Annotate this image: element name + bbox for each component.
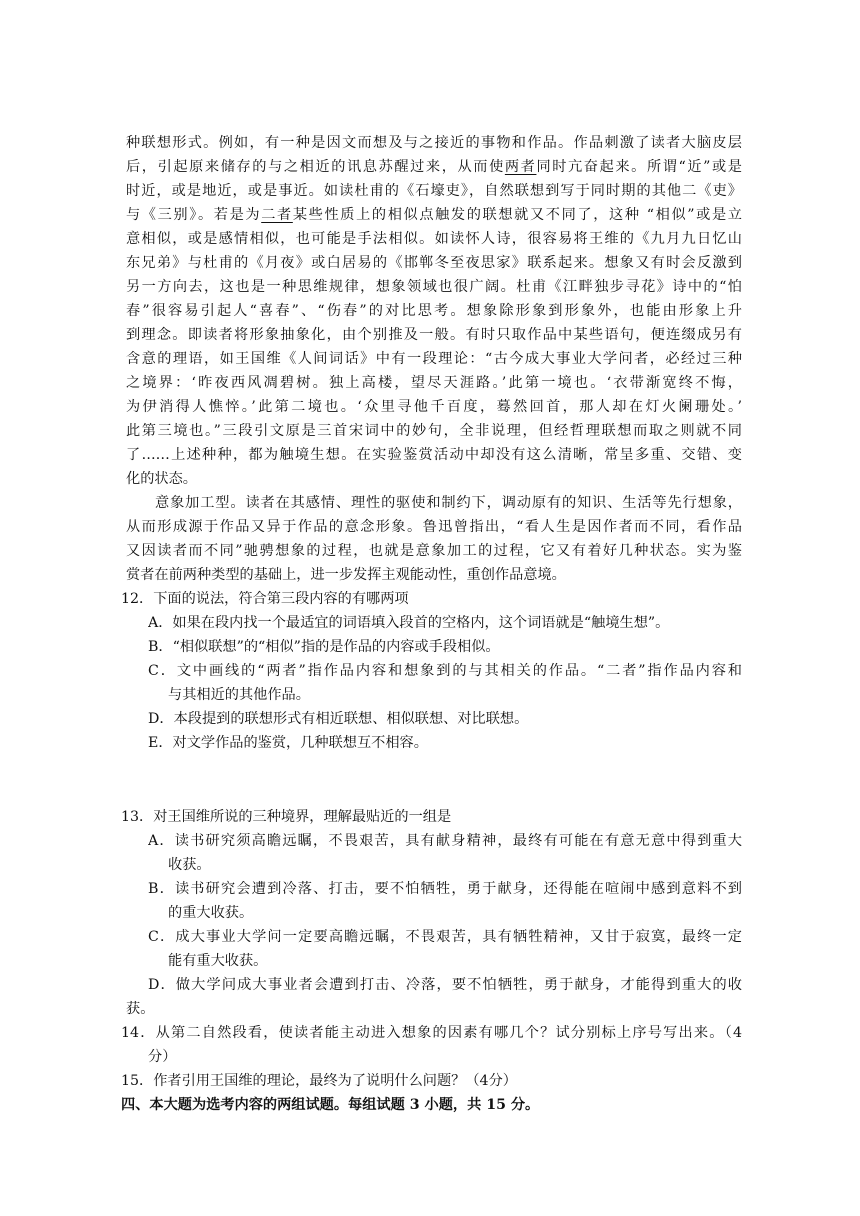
text-line: 意相似，或是感情相似，也可能是手法相似。如读怀人诗，很容易将王维的《九月九日忆山 (126, 231, 742, 247)
text-line: 种联想形式。例如，有一种是因文而想及与之接近的事物和作品。作品刺激了读者大脑皮层 (126, 135, 742, 151)
section-4-heading: 四、本大题为选考内容的两组试题。每组试题 3 小题，共 15 分。 (121, 1097, 540, 1113)
question-stem-continued: 分） (148, 1049, 177, 1065)
option-c: C．成大事业大学问一定要高瞻远瞩，不畏艰苦，具有牺牲精神，又甘于寂寞，最终一定 (148, 929, 742, 945)
question-stem: 12．下面的说法，符合第三段内容的有哪两项 (121, 591, 409, 607)
text-line: 意象加工型。读者在其感情、理性的驱使和制约下，调动原有的知识、生活等先行想象， (155, 495, 742, 511)
option-d-continued: 获。 (126, 1001, 155, 1017)
text-line: 另一方向去，这也是一种思维规律，想象领域也很广阔。杜甫《江畔独步寻花》诗中的“怕 (126, 279, 742, 295)
text-line: 到理念。即读者将形象抽象化，由个别推及一般。有时只取作品中某些语句，便连缀成另有 (126, 327, 742, 343)
option-a-continued: 收获。 (168, 857, 211, 873)
text-line: 赏者在前两种类型的基础上，进一步发挥主观能动性，重创作品意境。 (126, 567, 566, 583)
option-b: B．“相似联想”的“相似”指的是作品的内容或手段相似。 (148, 639, 500, 655)
text-line: 为伊消得人憔悴。’此第二境也。‘众里寻他千百度，蓦然回首，那人却在灯火阑珊处。’ (126, 399, 742, 415)
text-line: 后，引起原来储存的与之相近的讯息苏醒过来，从而使两者同时亢奋起来。所谓“近”或是 (126, 159, 742, 175)
question-stem: 14．从第二自然段看，使读者能主动进入想象的因素有哪几个？试分别标上序号写出来。（4 (121, 1025, 742, 1041)
option-c-continued: 能有重大收获。 (168, 953, 268, 969)
text-line: 化的状态。 (126, 471, 197, 487)
underlined-term-liangzhe: 两者 (504, 159, 537, 175)
text-line: 春”很容易引起人“喜春”、“伤春”的对比思考。想象除形象到形象外，也能由形象上升 (126, 303, 742, 319)
text-line: 之境界：‘昨夜西风凋碧树。独上高楼，望尽天涯路。’此第一境也。‘衣带渐宽终不悔， (126, 375, 742, 391)
text-line: 又因读者而不同”驰骋想象的过程，也就是意象加工的过程，它又有着好几种状态。实为鉴 (126, 543, 742, 559)
text-line: 此第三境也。”三段引文原是三首宋词中的妙句，全非说理，但经哲理联想而取之则就不同 (126, 423, 742, 439)
question-stem: 13．对王国维所说的三种境界，理解最贴近的一组是 (121, 809, 452, 825)
option-d: D．本段提到的联想形式有相近联想、相似联想、对比联想。 (148, 711, 529, 727)
text-line: 东兄弟》与杜甫的《月夜》或白居易的《邯郸冬至夜思家》联系起来。想象又有时会反激到 (126, 255, 742, 271)
underlined-term-erzhe: 二者 (261, 207, 293, 223)
option-e: E．对文学作品的鉴赏，几种联想互不相容。 (148, 735, 428, 751)
option-d: D．做大学问成大事业者会遭到打击、冷落，要不怕牺牲，勇于献身，才能得到重大的收 (148, 977, 742, 993)
text-line: 时近，或是地近，或是事近。如读杜甫的《石壕吏》，自然联想到写于同时期的其他二《吏》 (126, 183, 742, 199)
question-stem: 15．作者引用王国维的理论，最终为了说明什么问题？（4分） (121, 1073, 517, 1089)
option-c-continued: 与其相近的其他作品。 (168, 687, 310, 703)
text-line: 含意的理语，如王国维《人间词话》中有一段理论：“古今成大事业大学问者，必经过三种 (126, 351, 742, 367)
text-line: 了……上述种种，都为触境生想。在实验鉴赏活动中却没有这么清晰，常呈多重、交错、变 (126, 447, 742, 463)
option-c: C．文中画线的“两者”指作品内容和想象到的与其相关的作品。“二者”指作品内容和 (148, 663, 742, 679)
option-a: A．读书研究须高瞻远瞩，不畏艰苦，具有献身精神，最终有可能在有意无意中得到重大 (148, 833, 742, 849)
text-line: 从而形成源于作品又异于作品的意念形象。鲁迅曾指出，“看人生是因作者而不同，看作品 (126, 519, 742, 535)
option-b-continued: 的重大收获。 (168, 905, 254, 921)
text-line: 与《三别》。若是为二者某些性质上的相似点触发的联想就又不同了，这种 “相似”或是立 (126, 207, 742, 223)
option-a: A．如果在段内找一个最适宜的词语填入段首的空格内，这个词语就是“触境生想”。 (148, 615, 670, 631)
option-b: B．读书研究会遭到冷落、打击，要不怕牺牲，勇于献身，还得能在喧闹中感到意料不到 (148, 881, 742, 897)
